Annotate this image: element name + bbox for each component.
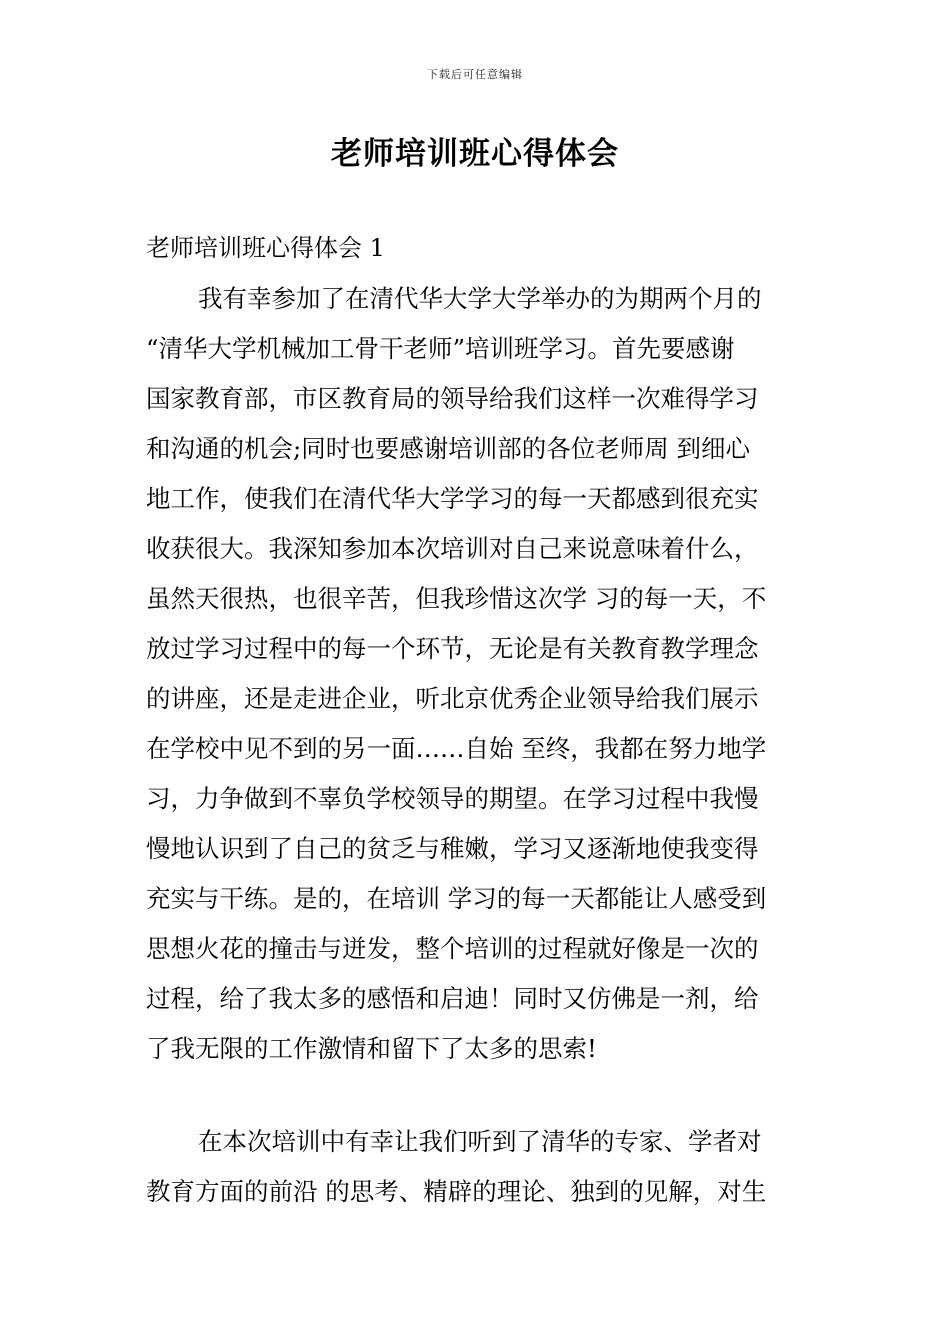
text-line: 地工作，使我们在清代华大学学习的每一天都感到很充实	[146, 484, 759, 513]
text-line: 思想火花的撞击与迸发，整个培训的过程就好像是一次的	[146, 934, 759, 963]
text-line: 在学校中见不到的另一面……自始 至终，我都在努力地学	[146, 734, 767, 763]
text-line: 国家教育部，市区教育局的领导给我们这样一次难得学习	[146, 384, 759, 413]
text-line: 的讲座，还是走进企业，听北京优秀企业领导给我们展示	[146, 684, 759, 713]
text-line: 了我无限的工作激情和留下了太多的思索!	[146, 1034, 597, 1063]
text-line: 我有幸参加了在清代华大学大学举办的为期两个月的	[198, 284, 762, 313]
text-line: 在本次培训中有幸让我们听到了清华的专家、学者对	[198, 1127, 762, 1156]
text-line: 充实与干练。是的，在培训 学习的每一天都能让人感受到	[146, 884, 767, 913]
text-line: 习，力争做到不辜负学校领导的期望。在学习过程中我慢	[146, 784, 759, 813]
text-line: 收获很大。我深知参加本次培训对自己来说意味着什么，	[146, 534, 759, 563]
text-line: 和沟通的机会;同时也要感谢培训部的各位老师周 到细心	[146, 434, 751, 463]
header-note: 下载后可任意编辑	[427, 68, 523, 81]
document-title: 老师培训班心得体会	[331, 136, 619, 172]
text-line: 放过学习过程中的每一个环节，无论是有关教育教学理念	[146, 634, 759, 663]
text-line: 虽然天很热，也很辛苦，但我珍惜这次学 习的每一天，不	[146, 584, 767, 613]
text-line: 慢地认识到了自己的贫乏与稚嫩，学习又逐渐地使我变得	[146, 834, 759, 863]
text-line: 教育方面的前沿 的思考、精辟的理论、独到的见解，对生	[146, 1177, 767, 1206]
section-heading: 老师培训班心得体会 1	[146, 234, 385, 262]
text-line: “清华大学机械加工骨干老师”培训班学习。首先要感谢	[146, 334, 735, 363]
text-line: 过程，给了我太多的感悟和启迪！同时又仿佛是一剂，给	[146, 984, 759, 1013]
